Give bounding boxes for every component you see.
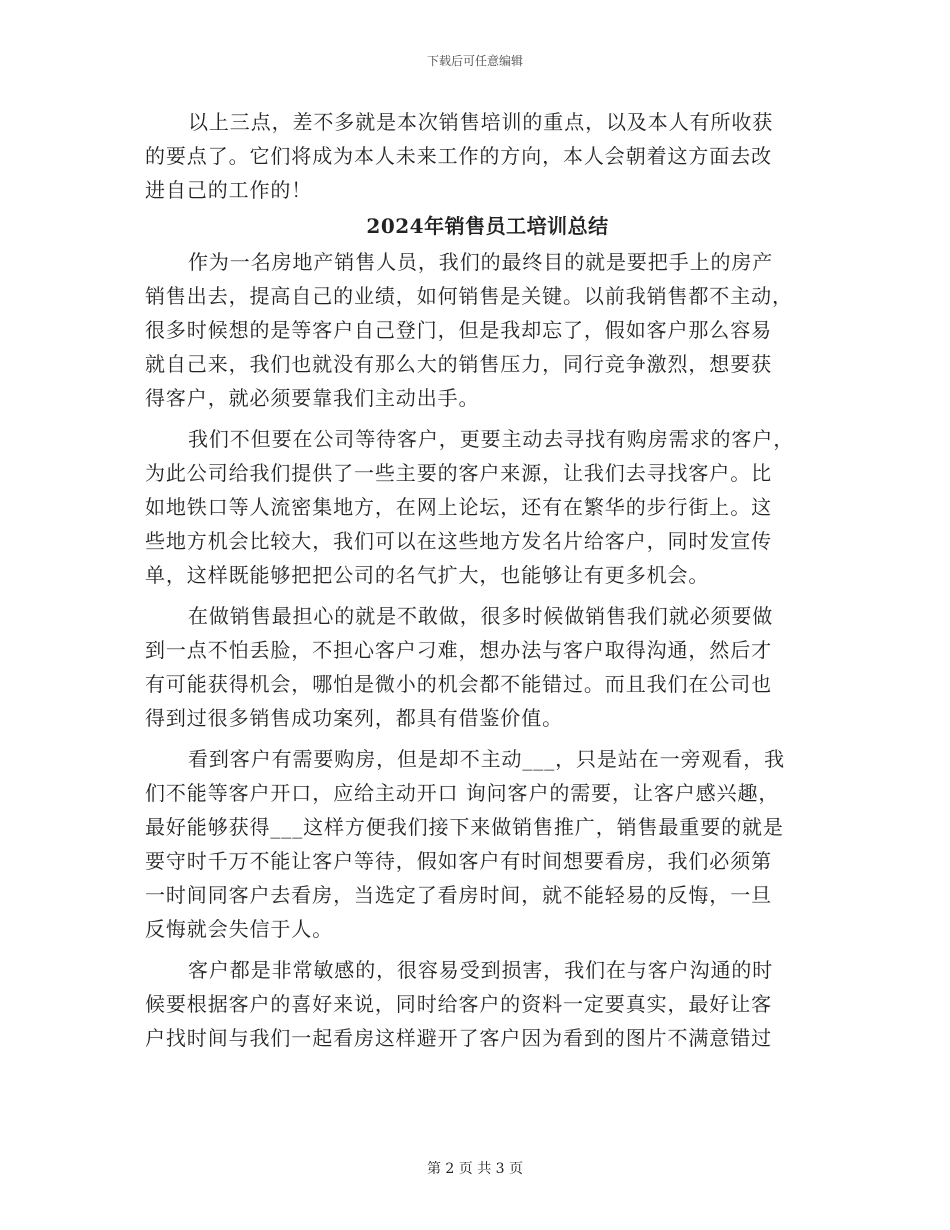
paragraph-line: 们不能等客户开口，应给主动开口 询问客户的需要，让客户感兴趣， bbox=[145, 781, 780, 805]
paragraph-line: 在做销售最担心的就是不敢做，很多时候做销售我们就必须要做 bbox=[188, 604, 774, 628]
paragraph-line: 得客户，就必须要靠我们主动出手。 bbox=[145, 386, 480, 410]
intro-line: 的要点了。它们将成为本人未来工作的方向，本人会朝着这方面去改 bbox=[145, 144, 772, 168]
paragraph-line: 单，这样既能够把把公司的名气扩大，也能够让有更多机会。 bbox=[145, 563, 710, 587]
paragraph-line: 很多时候想的是等客户自己登门，但是我却忘了，假如客户那么容易 bbox=[145, 318, 772, 342]
paragraph-line: 要守时千万不能让客户等待，假如客户有时间想要看房，我们必须第 bbox=[145, 849, 772, 873]
paragraph-line: 我们不但要在公司等待客户，更要主动去寻找有购房需求的客户， bbox=[188, 427, 795, 451]
paragraph-line: 反悔就会失信于人。 bbox=[145, 917, 334, 941]
paragraph-line: 到一点不怕丢脸，不担心客户刁难，想办法与客户取得沟通，然后才 bbox=[145, 638, 772, 662]
paragraph-line: 就自己来，我们也就没有那么大的销售压力，同行竞争激烈，想要获 bbox=[145, 352, 772, 376]
paragraph-3 bbox=[145, 599, 810, 735]
paragraph-line: 客户都是非常敏感的，很容易受到损害，我们在与客户沟通的时 bbox=[188, 958, 774, 982]
paragraph-line: 一时间同客户去看房，当选定了看房时间，就不能轻易的反悔，一旦 bbox=[145, 883, 772, 907]
paragraph-line: 有可能获得机会，哪怕是微小的机会都不能错过。而且我们在公司也 bbox=[145, 672, 772, 696]
paragraph-2 bbox=[145, 422, 810, 592]
paragraph-line: 销售出去，提高自己的业绩，如何销售是关键。以前我销售都不主动， bbox=[145, 284, 793, 308]
paragraph-4 bbox=[145, 742, 810, 946]
paragraph-line: 作为一名房地产销售人员，我们的最终目的就是要把手上的房产 bbox=[188, 250, 774, 274]
paragraph-line: 为此公司给我们提供了一些主要的客户来源，让我们去寻找客户。比 bbox=[145, 461, 772, 485]
paragraph-line: 户找时间与我们一起看房这样避开了客户因为看到的图片不满意错过 bbox=[145, 1026, 772, 1050]
paragraph-line: 如地铁口等人流密集地方，在网上论坛，还有在繁华的步行街上。这 bbox=[145, 495, 772, 519]
paragraph-line: 些地方机会比较大，我们可以在这些地方发名片给客户，同时发宣传 bbox=[145, 529, 772, 553]
page-header: 下载后可任意编辑 bbox=[426, 54, 523, 68]
paragraph-line: 最好能够获得___这样方便我们接下来做销售推广，销售最重要的就是 bbox=[145, 815, 784, 839]
paragraph-line: 看到客户有需要购房，但是却不主动___，只是站在一旁观看，我 bbox=[188, 747, 785, 771]
paragraph-line: 得到过很多销售成功案列，都具有借鉴价值。 bbox=[145, 706, 563, 730]
section-title: 2024年销售员工培训总结 bbox=[366, 214, 609, 238]
intro-line: 进自己的工作的！ bbox=[145, 178, 313, 202]
paragraph-line: 候要根据客户的喜好来说，同时给客户的资料一定要真实，最好让客 bbox=[145, 992, 772, 1016]
paragraph-1 bbox=[145, 245, 810, 415]
page-footer: 第 2 页 共 3 页 bbox=[426, 1161, 524, 1177]
document-body bbox=[145, 105, 810, 1055]
intro-line: 以上三点，差不多就是本次销售培训的重点，以及本人有所收获 bbox=[188, 110, 774, 134]
paragraph-5 bbox=[145, 953, 810, 1055]
